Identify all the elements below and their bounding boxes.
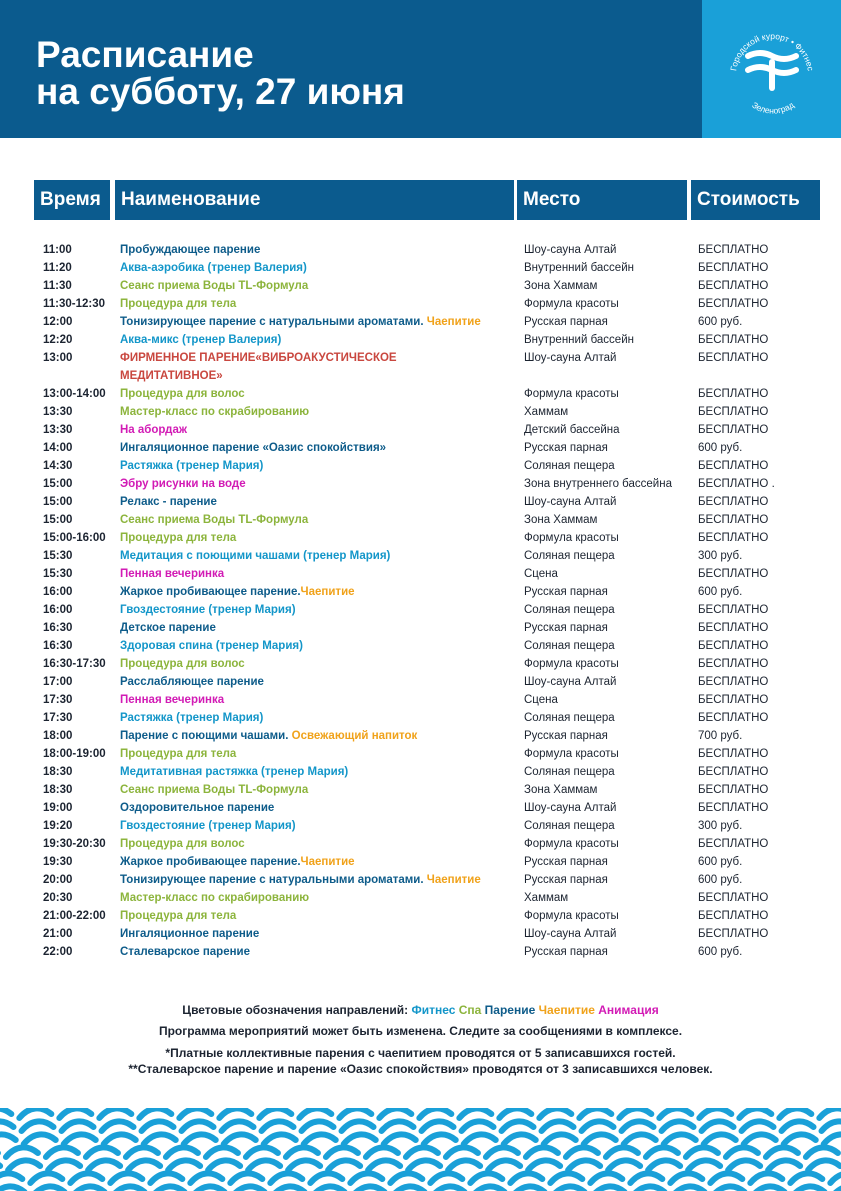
activity-name-part: Сеанс приема Воды TL-Формула xyxy=(120,784,309,796)
row-price: БЕСПЛАТНО xyxy=(698,280,769,292)
row-time: 13:00-14:00 xyxy=(43,388,106,400)
row-place: Соляная пещера xyxy=(524,766,615,778)
activity-name-part: Освежающий напиток xyxy=(291,730,418,742)
row-place: Русская парная xyxy=(524,442,608,454)
activity-name-part: Растяжка (тренер Мария) xyxy=(120,460,264,472)
table-row xyxy=(0,565,841,583)
activity-name-part: МЕДИТАТИВНОЕ» xyxy=(120,370,223,382)
row-place: Формула красоты xyxy=(524,532,619,544)
row-place: Соляная пещера xyxy=(524,640,615,652)
schedule-table xyxy=(0,241,841,961)
table-row xyxy=(0,709,841,727)
row-price: 300 руб. xyxy=(698,820,743,832)
row-place: Русская парная xyxy=(524,586,608,598)
footer-note-2: *Платные коллективные парения с чаепитием проводятся от 5 записавшихся гостей. xyxy=(165,1046,676,1060)
row-activity-name xyxy=(120,691,224,709)
activity-name-part: Жаркое пробивающее парение. xyxy=(120,586,301,598)
wave-stroke xyxy=(0,1134,841,1144)
row-activity-name xyxy=(120,367,223,385)
row-time: 21:00-22:00 xyxy=(43,910,106,922)
row-place: Соляная пещера xyxy=(524,712,615,724)
row-price: 600 руб. xyxy=(698,586,743,598)
legend-item: Чаепитие xyxy=(535,1003,595,1017)
row-activity-name xyxy=(120,403,309,421)
row-activity-name xyxy=(120,511,308,529)
row-time: 18:00 xyxy=(43,730,73,742)
row-place: Шоу-сауна Алтай xyxy=(524,928,617,940)
row-activity-name xyxy=(120,817,296,835)
row-time: 18:30 xyxy=(43,766,73,778)
row-price: БЕСПЛАТНО xyxy=(698,784,769,796)
activity-name-part: Процедура для волос xyxy=(120,388,245,400)
activity-name-part: Тонизирующее парение с натуральными ароматами. xyxy=(120,874,427,886)
row-price: 600 руб. xyxy=(698,316,743,328)
row-price: БЕСПЛАТНО xyxy=(698,532,769,544)
row-activity-name xyxy=(120,331,281,349)
row-time: 15:00 xyxy=(43,496,73,508)
row-time: 16:30-17:30 xyxy=(43,658,106,670)
activity-name-part: Пробуждающее парение xyxy=(120,244,261,256)
row-time: 17:30 xyxy=(43,694,73,706)
row-place: Соляная пещера xyxy=(524,604,615,616)
row-place: Формула красоты xyxy=(524,748,619,760)
row-activity-name xyxy=(120,781,308,799)
row-price: БЕСПЛАТНО xyxy=(698,694,769,706)
row-price: БЕСПЛАТНО xyxy=(698,460,769,472)
table-row xyxy=(0,889,841,907)
row-price: БЕСПЛАТНО xyxy=(698,334,769,346)
row-activity-name xyxy=(120,871,481,889)
row-place: Русская парная xyxy=(524,622,608,634)
row-place: Формула красоты xyxy=(524,910,619,922)
row-place: Соляная пещера xyxy=(524,460,615,472)
table-row xyxy=(0,781,841,799)
wave-stroke xyxy=(0,1108,841,1118)
table-row xyxy=(0,475,841,493)
row-price: БЕСПЛАТНО xyxy=(698,622,769,634)
table-row xyxy=(0,835,841,853)
table-row xyxy=(0,241,841,259)
row-place: Русская парная xyxy=(524,946,608,958)
row-activity-name xyxy=(120,907,236,925)
activity-name-part: Релакс - парение xyxy=(120,496,217,508)
row-price: БЕСПЛАТНО xyxy=(698,658,769,670)
row-place: Русская парная xyxy=(524,874,608,886)
table-row xyxy=(0,763,841,781)
row-price: БЕСПЛАТНО xyxy=(698,496,769,508)
column-header-place: Место xyxy=(517,180,687,220)
row-price: 600 руб. xyxy=(698,442,743,454)
row-place: Русская парная xyxy=(524,316,608,328)
logo-bottom-text: Зеленоград xyxy=(750,99,796,116)
row-price: БЕСПЛАТНО xyxy=(698,928,769,940)
table-row xyxy=(0,637,841,655)
row-price: БЕСПЛАТНО xyxy=(698,766,769,778)
table-row xyxy=(0,421,841,439)
activity-name-part: Пенная вечеринка xyxy=(120,694,225,706)
table-row xyxy=(0,817,841,835)
wave-pattern-decoration xyxy=(0,1108,841,1191)
table-row xyxy=(0,295,841,313)
row-price: БЕСПЛАТНО xyxy=(698,262,769,274)
row-time: 18:00-19:00 xyxy=(43,748,106,760)
row-place: Русская парная xyxy=(524,856,608,868)
row-price: БЕСПЛАТНО xyxy=(698,604,769,616)
row-place: Зона Хаммам xyxy=(524,280,598,292)
activity-name-part: Процедура для волос xyxy=(120,838,245,850)
row-price: БЕСПЛАТНО xyxy=(698,298,769,310)
wave-stroke xyxy=(0,1160,841,1170)
row-activity-name xyxy=(120,763,348,781)
wave-pattern-icon xyxy=(0,1108,841,1191)
row-time: 14:30 xyxy=(43,460,73,472)
row-time: 19:30 xyxy=(43,856,73,868)
row-time: 19:30-20:30 xyxy=(43,838,106,850)
row-activity-name xyxy=(120,385,245,403)
row-time: 12:20 xyxy=(43,334,73,346)
activity-name-part: Чаепитие xyxy=(300,586,355,598)
table-row xyxy=(0,619,841,637)
table-row xyxy=(0,655,841,673)
activity-name-part: ФИРМЕННОЕ ПАРЕНИЕ«ВИБРОАКУСТИЧЕСКОЕ xyxy=(120,352,397,364)
row-time: 17:00 xyxy=(43,676,73,688)
row-activity-name xyxy=(120,799,274,817)
row-price: 600 руб. xyxy=(698,856,743,868)
row-price: БЕСПЛАТНО xyxy=(698,406,769,418)
activity-name-part: Аква-микс (тренер Валерия) xyxy=(120,334,282,346)
row-time: 15:00 xyxy=(43,478,73,490)
row-activity-name xyxy=(120,835,245,853)
row-time: 17:30 xyxy=(43,712,73,724)
row-price: БЕСПЛАТНО xyxy=(698,568,769,580)
row-place: Зона внутреннего бассейна xyxy=(524,478,672,490)
activity-name-part: Медитация с поющими чашами (тренер Мария) xyxy=(120,550,391,562)
wave-stroke xyxy=(0,1121,841,1131)
row-time: 15:00 xyxy=(43,514,73,526)
activity-name-part: Гвоздестояние (тренер Мария) xyxy=(120,604,296,616)
activity-name-part: Ингаляционное парение xyxy=(120,928,260,940)
row-activity-name xyxy=(120,565,224,583)
activity-name-part: Оздоровительное парение xyxy=(120,802,275,814)
row-place: Шоу-сауна Алтай xyxy=(524,496,617,508)
row-place: Соляная пещера xyxy=(524,550,615,562)
row-time: 13:00 xyxy=(43,352,73,364)
activity-name-part: Сеанс приема Воды TL-Формула xyxy=(120,280,309,292)
row-activity-name xyxy=(120,925,259,943)
activity-name-part: Чаепитие xyxy=(300,856,355,868)
table-row xyxy=(0,547,841,565)
column-header-price: Стоимость xyxy=(691,180,820,220)
row-price: БЕСПЛАТНО xyxy=(698,640,769,652)
activity-name-part: Эбру рисунки на воде xyxy=(120,478,246,490)
table-row xyxy=(0,349,841,367)
row-time: 19:00 xyxy=(43,802,73,814)
row-place: Шоу-сауна Алтай xyxy=(524,676,617,688)
footer-note-1: Программа мероприятий может быть изменена. Следите за сообщениями в комплексе. xyxy=(158,1024,683,1038)
wave-stroke xyxy=(0,1147,841,1157)
row-time: 22:00 xyxy=(43,946,73,958)
legend-item: Анимация xyxy=(594,1003,659,1017)
activity-name-part: Детское парение xyxy=(120,622,216,634)
activity-name-part: Чаепитие xyxy=(426,874,481,886)
table-row xyxy=(0,493,841,511)
header-banner xyxy=(0,0,841,138)
row-price: БЕСПЛАТНО xyxy=(698,388,769,400)
activity-name-part: Аква-аэробика (тренер Валерия) xyxy=(120,262,307,274)
page-title xyxy=(36,36,405,110)
table-row xyxy=(0,727,841,745)
activity-name-part: Пенная вечеринка xyxy=(120,568,225,580)
table-row xyxy=(0,511,841,529)
row-time: 13:30 xyxy=(43,406,73,418)
row-time: 11:00 xyxy=(43,244,72,256)
row-place: Формула красоты xyxy=(524,658,619,670)
row-place: Внутренний бассейн xyxy=(524,262,634,274)
legend-label: Цветовые обозначения направлений: xyxy=(182,1003,412,1017)
row-activity-name xyxy=(120,655,245,673)
row-activity-name xyxy=(120,493,217,511)
row-activity-name xyxy=(120,637,303,655)
row-price: 600 руб. xyxy=(698,874,743,886)
row-price: БЕСПЛАТНО xyxy=(698,514,769,526)
row-time: 21:00 xyxy=(43,928,73,940)
row-activity-name xyxy=(120,619,216,637)
row-price: БЕСПЛАТНО xyxy=(698,424,769,436)
row-time: 15:30 xyxy=(43,568,73,580)
row-place: Русская парная xyxy=(524,730,608,742)
row-activity-name xyxy=(120,349,397,367)
row-place: Формула красоты xyxy=(524,298,619,310)
color-legend xyxy=(0,1003,841,1017)
brand-logo xyxy=(702,0,841,138)
logo-top-text: Городской курорт • Фитнес xyxy=(728,30,816,72)
row-activity-name xyxy=(120,943,250,961)
activity-name-part: Процедура для тела xyxy=(120,748,237,760)
table-row xyxy=(0,403,841,421)
activity-name-part: Гвоздестояние (тренер Мария) xyxy=(120,820,296,832)
row-time: 16:00 xyxy=(43,604,73,616)
table-row xyxy=(0,259,841,277)
activity-name-part: Здоровая спина (тренер Мария) xyxy=(120,640,303,652)
footer-note-3: **Сталеварское парение и парение «Оазис спокойствия» проводятся от 3 записавшихся человек. xyxy=(128,1062,713,1076)
row-price: БЕСПЛАТНО xyxy=(698,676,769,688)
activity-name-part: Медитативная растяжка (тренер Мария) xyxy=(120,766,349,778)
legend-item: Спа xyxy=(455,1003,482,1017)
table-row xyxy=(0,799,841,817)
row-time: 12:00 xyxy=(43,316,73,328)
row-place: Формула красоты xyxy=(524,388,619,400)
row-price: БЕСПЛАТНО xyxy=(698,910,769,922)
activity-name-part: Тонизирующее парение с натуральными ароматами. xyxy=(120,316,427,328)
table-row xyxy=(0,907,841,925)
row-place: Внутренний бассейн xyxy=(524,334,634,346)
legend-item: Парение xyxy=(481,1003,536,1017)
row-place: Соляная пещера xyxy=(524,820,615,832)
row-activity-name xyxy=(120,439,386,457)
row-time: 11:30-12:30 xyxy=(43,298,106,310)
row-activity-name xyxy=(120,673,264,691)
row-price: БЕСПЛАТНО . xyxy=(698,478,775,490)
activity-name-part: Парение с поющими чашами. xyxy=(120,730,292,742)
row-price: БЕСПЛАТНО xyxy=(698,244,769,256)
row-time: 14:00 xyxy=(43,442,73,454)
row-time: 11:20 xyxy=(43,262,72,274)
row-place: Шоу-сауна Алтай xyxy=(524,244,617,256)
table-row xyxy=(0,367,841,385)
row-price: БЕСПЛАТНО xyxy=(698,352,769,364)
activity-name-part: Ингаляционное парение «Оазис спокойствия» xyxy=(120,442,387,454)
wave-stroke xyxy=(0,1173,841,1183)
activity-name-part: Мастер-класс по скрабированию xyxy=(120,406,310,418)
row-price: БЕСПЛАТНО xyxy=(698,712,769,724)
row-activity-name xyxy=(120,259,307,277)
row-place: Шоу-сауна Алтай xyxy=(524,352,617,364)
table-row xyxy=(0,457,841,475)
table-row xyxy=(0,853,841,871)
row-price: БЕСПЛАТНО xyxy=(698,748,769,760)
title-line-1: Расписание xyxy=(36,34,254,75)
table-row xyxy=(0,331,841,349)
table-row xyxy=(0,277,841,295)
row-place: Зона Хаммам xyxy=(524,784,598,796)
row-place: Шоу-сауна Алтай xyxy=(524,802,617,814)
row-time: 15:00-16:00 xyxy=(43,532,106,544)
row-price: 300 руб. xyxy=(698,550,743,562)
row-activity-name xyxy=(120,475,246,493)
table-row xyxy=(0,439,841,457)
row-activity-name xyxy=(120,709,263,727)
row-price: 600 руб. xyxy=(698,946,743,958)
row-activity-name xyxy=(120,277,308,295)
row-activity-name xyxy=(120,313,481,331)
activity-name-part: Сеанс приема Воды TL-Формула xyxy=(120,514,309,526)
table-row xyxy=(0,385,841,403)
row-activity-name xyxy=(120,601,296,619)
row-place: Хаммам xyxy=(524,892,569,904)
row-place: Сцена xyxy=(524,694,558,706)
row-activity-name xyxy=(120,583,355,601)
activity-name-part: Чаепитие xyxy=(426,316,481,328)
row-time: 19:20 xyxy=(43,820,73,832)
row-activity-name xyxy=(120,457,263,475)
activity-name-part: Процедура для тела xyxy=(120,298,237,310)
row-activity-name xyxy=(120,745,236,763)
row-time: 16:00 xyxy=(43,586,73,598)
wave-stroke xyxy=(0,1186,841,1191)
table-row xyxy=(0,871,841,889)
row-time: 18:30 xyxy=(43,784,73,796)
table-row xyxy=(0,583,841,601)
row-place: Формула красоты xyxy=(524,838,619,850)
activity-name-part: Жаркое пробивающее парение. xyxy=(120,856,301,868)
row-place: Сцена xyxy=(524,568,558,580)
title-line-2: на субботу, 27 июня xyxy=(36,71,405,112)
row-activity-name xyxy=(120,727,417,745)
table-row xyxy=(0,745,841,763)
column-header-time: Время xyxy=(34,180,110,220)
row-place: Детский бассейна xyxy=(524,424,620,436)
logo-mark-icon xyxy=(702,0,841,138)
table-row xyxy=(0,673,841,691)
activity-name-part: Расслабляющее парение xyxy=(120,676,264,688)
row-time: 16:30 xyxy=(43,622,73,634)
row-activity-name xyxy=(120,547,390,565)
table-row xyxy=(0,925,841,943)
activity-name-part: На абордаж xyxy=(120,424,188,436)
row-time: 20:30 xyxy=(43,892,73,904)
activity-name-part: Сталеварское парение xyxy=(120,946,251,958)
row-activity-name xyxy=(120,421,187,439)
table-row xyxy=(0,691,841,709)
row-price: БЕСПЛАТНО xyxy=(698,838,769,850)
row-activity-name xyxy=(120,241,260,259)
activity-name-part: Процедура для тела xyxy=(120,910,237,922)
column-header-name: Наименование xyxy=(115,180,514,220)
activity-name-part: Процедура для волос xyxy=(120,658,245,670)
row-activity-name xyxy=(120,889,309,907)
table-row xyxy=(0,601,841,619)
row-activity-name xyxy=(120,529,236,547)
row-time: 11:30 xyxy=(43,280,72,292)
table-row xyxy=(0,313,841,331)
legend-item: Фитнес xyxy=(411,1003,456,1017)
table-row xyxy=(0,529,841,547)
row-price: 700 руб. xyxy=(698,730,743,742)
row-time: 16:30 xyxy=(43,640,73,652)
row-time: 13:30 xyxy=(43,424,73,436)
activity-name-part: Растяжка (тренер Мария) xyxy=(120,712,264,724)
row-place: Хаммам xyxy=(524,406,569,418)
row-time: 20:00 xyxy=(43,874,73,886)
row-place: Зона Хаммам xyxy=(524,514,598,526)
activity-name-part: Мастер-класс по скрабированию xyxy=(120,892,310,904)
activity-name-part: Процедура для тела xyxy=(120,532,237,544)
row-activity-name xyxy=(120,295,236,313)
row-price: БЕСПЛАТНО xyxy=(698,802,769,814)
table-row xyxy=(0,943,841,961)
row-time: 15:30 xyxy=(43,550,73,562)
row-price: БЕСПЛАТНО xyxy=(698,892,769,904)
row-activity-name xyxy=(120,853,355,871)
